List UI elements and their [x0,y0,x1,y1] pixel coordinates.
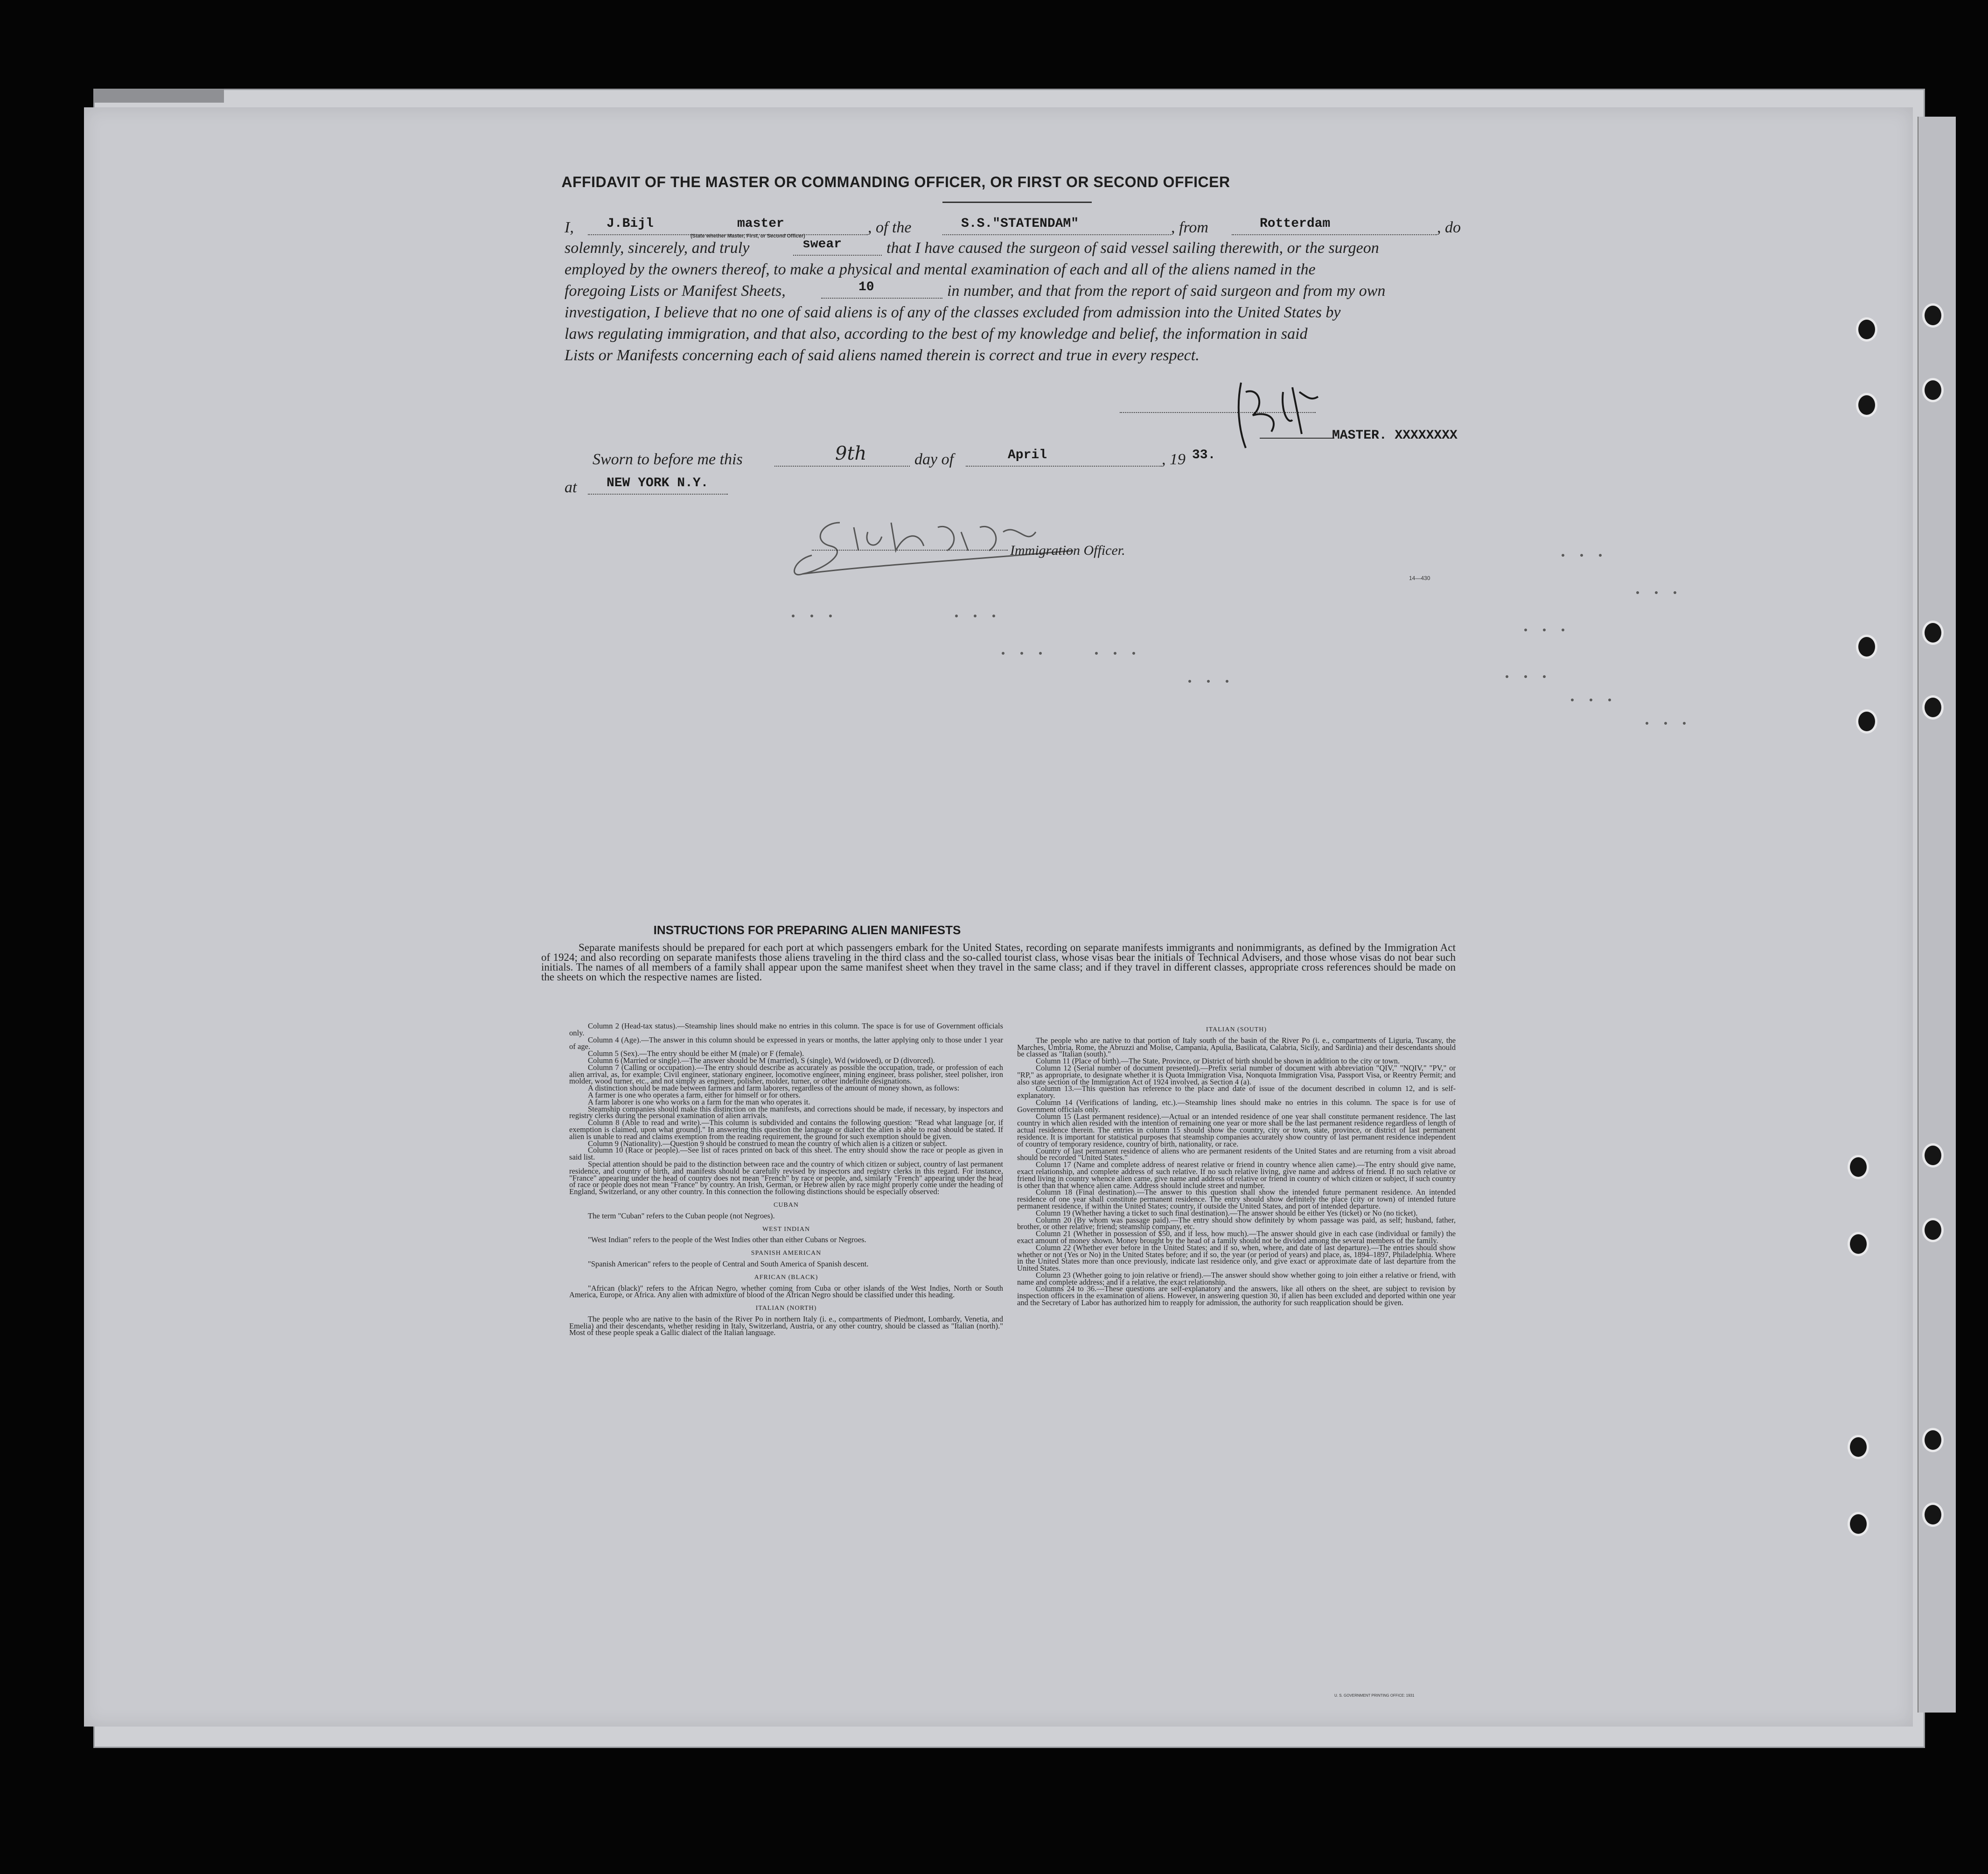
year-prefix: , 19 [1162,451,1186,468]
binding-hole-icon [1922,1143,1944,1168]
instructions-title: INSTRUCTIONS FOR PREPARING ALIEN MANIFESTS [653,923,961,937]
month-fill-line [966,452,1162,467]
affidavit-title: AFFIDAVIT OF THE MASTER OR COMMANDING OFFICER, OR FIRST OR SECOND OFFICER [561,174,1230,190]
left-para: Column 8 (Able to read and write).—This column is subdivided and contains the following question: "Read what language [or, if exemption is claimed, upon what ground]." In answering this question the language or dialect the alien is able to read should be stated. If alien is unable to read and claims exemption from the reading requirement, the ground for such exemption should be given. [569,1118,1003,1141]
top-binding-tab [93,89,224,103]
instructions-intro: Separate manifests should be prepared for each port at which passengers embark for the United States, recording on separate manifests immigrants and nonimmigrants, as defined by the Immigration Act of 1924; and also recording on separate manifests those aliens traveling in the third class and the so-called tourist class, whose visas bear the initials of Technical Advisers, and those whose visas do not bear such initials. The names of all members of a family shall appear upon the same manifest sheet when they travel in the same class; and if they travel in different classes, appropriate cross references should be made on the sheets on which the respective names are listed. [541,942,1456,983]
binding-hole-icon [1848,1435,1869,1459]
binding-hole-icon [1922,303,1944,328]
left-para: A farm laborer is one who works on a farm for the man who operates it. [588,1097,810,1106]
day-of-label: day of [914,451,954,468]
right-para: Column 20 (By whom was passage paid).—The entry should show definitely by whom passage was paid, as self; husband, father, brother, or other relative; friend; steamship company, etc. [1017,1215,1456,1231]
instructions-right-column [1017,1027,1456,1307]
right-para: Column 17 (Name and complete address of nearest relative or friend in country whence alien came).—The entry should give name, exact relationship, and complete address of such relative. If no such relative living, give name and address of friend. If no such relative or friend living in country whence alien came, give name and address of relative or friend in country of which citizen or subject, if such country is other than that whence alien came. Address should include street and number. [1017,1160,1456,1190]
right-para: The people who are native to that portion of Italy south of the basin of the River Po (i. e., compartments of Liguria, Tuscany, the Marches, Umbria, Rome, the Abruzzi and Molise, Campania, Apulia, Basilicata, Calabria, Sicily, and Sardinia) and their descendants should be classed as "Italian (south)." [1017,1035,1456,1059]
affidavit-line-4a: foregoing Lists or Manifest Sheets, [565,282,786,300]
section-text: "African (black)" refers to the African Negro, whether coming from Cuba or other islands of the West Indies, North or South America, Europe, or Africa. Any alien with admixture of blood of the African Negro should be classified under this heading. [569,1283,1003,1300]
master-signature [1213,364,1325,457]
officer-label: Immigration Officer. [1010,543,1125,558]
right-para: Column 22 (Whether ever before in the United States; and if so, when, where, and date of last departure).—The entries should show whether or not (Yes or No) in the United States before; and if so, the year (or period of years) and place, as, 1894–1897, Philadelphia. Where in the United States more than once previously, indicate last residence only, and give exact or approximate date of last departure from the United States. [1017,1243,1456,1273]
sworn-place: NEW YORK N.Y. [607,476,709,490]
left-para: Column 6 (Married or single).—The answer should be M (married), S (single), Wd (widowed), or D (divorced). [588,1056,935,1065]
section-heading: SPANISH AMERICAN [751,1250,822,1257]
right-para: Column 14 (Verifications of landing, etc.).—Steamship lines should make no entries in this column. The space is for use of Government officials only. [1017,1098,1456,1114]
right-para: Column 19 (Whether having a ticket to such final destination).—The answer should be either Yes (ticket) or No (no ticket). [1036,1208,1418,1217]
section-heading: ITALIAN (SOUTH) [1206,1026,1267,1033]
form-code: 14—430 [1409,575,1430,581]
year-suffix: 33. [1192,448,1216,462]
section-heading: ITALIAN (NORTH) [755,1305,817,1312]
affidavit-line-5: investigation, I believe that no one of said aliens is of any of the classes excluded from admission into the United States by [565,304,1341,321]
left-para: Special attention should be paid to the distinction between race and the country of which citizen or subject, country of last permanent residence, and country of birth, and manifests should be carefully revised by inspectors and registry clerks in this regard. For instance, "France" appearing under the head of country does not mean "French" by race or people, and, similarly "French" appearing under the head of race or people does not mean "France" by country. An Irish, German, or Hebrew alien by race might properly come under the heading of England, Switzerland, or any other country. In this connection the following distinctions should be especially observed: [569,1159,1003,1196]
sworn-label: Sworn to before me this [593,451,743,468]
affidavit-pronoun: I, [565,219,574,236]
port-name: Rotterdam [1260,217,1331,231]
right-para: Column 11 (Place of birth).—The State, Province, or District of birth should be shown in addition to the city or town. [1036,1056,1400,1066]
left-para: Column 2 (Head-tax status).—Steamship lines should make no entries in this column. The space is for use of Government officials only. [569,1021,1003,1037]
binding-hole-icon [1848,1155,1869,1179]
sworn-month: April [1008,448,1047,462]
left-para: A distinction should be made between farmers and farm laborers, regardless of the amount of money shown, as follows: [588,1084,960,1093]
officer-signature-line [812,550,1008,551]
affidavit-line-2b: that I have caused the surgeon of said vessel sailing therewith, or the surgeon [886,239,1379,257]
right-para: Country of last permanent residence of aliens who are permanent residents of the United States and are returning from a visit abroad should be recorded "United States." [1017,1146,1456,1162]
section-text: "West Indian" refers to the people of the West Indies other than either Cubans or Negroes. [588,1235,866,1245]
binding-hole-icon [1856,709,1877,734]
affidavit-line-4b: in number, and that from the report of said surgeon and from my own [947,282,1386,300]
left-para: Column 4 (Age).—The answer in this column should be expressed in years or months, the latter applying only to those under 1 year of age. [569,1035,1003,1051]
print-office-note: U. S. GOVERNMENT PRINTING OFFICE: 1931 [1334,1693,1415,1698]
binding-hole-icon [1922,621,1944,645]
binding-hole-icon [1922,1428,1944,1452]
affidavit-line-7: Lists or Manifests concerning each of said aliens named therein is correct and true in every respect. [565,347,1200,364]
do-label: , do [1437,219,1461,236]
right-para: Column 12 (Serial number of document presented).—Prefix serial number of document with abbreviation "QIV," "NQIV," "PV," or "RP," as appropriate, to designate whether it is Quota Immigration Visa, Nonquota Immigration Visa, Passport Visa, or Reentry Permit; and also state section of the Immigration Act of 1924 involved, as Section 4 (a). [1017,1063,1456,1086]
left-para: Column 5 (Sex).—The entry should be either M (male) or F (female). [588,1049,804,1058]
instructions-left-column [569,1023,1003,1336]
binding-hole-icon [1856,635,1877,659]
left-para: Steamship companies should make this distinction on the manifests, and corrections should be made, if necessary, by inspectors and registry clerks during the personal examination of alien arrivals. [569,1104,1003,1120]
master-name: J.Bijl [607,217,654,231]
binding-hole-icon [1922,1503,1944,1527]
right-para: Column 23 (Whether going to join relative or friend).—The answer should show whether going to join either a relative or friend, with name and complete address; and if a relative, the exact relationship. [1017,1270,1456,1287]
left-para: Column 10 (Race or people).—See list of races printed on back of this sheet. The entry should show the race or people as given in said list. [569,1146,1003,1162]
section-heading: CUBAN [773,1201,799,1209]
sheet-count-fill-line [821,284,942,299]
signature-line-short [1260,438,1334,439]
section-text: The term "Cuban" refers to the Cuban people (not Negroes). [588,1211,775,1220]
left-para: Column 9 (Nationality).—Question 9 should be construed to mean the country of which alien is a citizen or subject. [588,1139,947,1148]
binding-hole-icon [1856,393,1877,417]
affidavit-line-2a: solemnly, sincerely, and truly [565,239,750,257]
binding-hole-icon [1922,378,1944,402]
right-para: Column 21 (Whether in possession of $50, and if less, how much).—The answer should give in each case (individual or family) the exact amount of money shown. Money brought by the head of a family should not be divided among the several members of the family. [1017,1229,1456,1245]
sworn-day: 9th [835,443,867,464]
title-rule [942,202,1092,203]
section-text: The people who are native to the basin of the River Po in northern Italy (i. e., compartments of Piedmont, Lombardy, Venetia, and Emelia) and their descendants, whether residing in Italy, Switzerland, Austria, or any other country, should be classed as "Italian (north)." Most of these people speak a Gallic dialect of the Italian language. [569,1314,1003,1337]
binding-hole-icon [1848,1232,1869,1256]
binding-hole-icon [1922,695,1944,720]
section-heading: AFRICAN (BLACK) [754,1273,818,1281]
affidavit-line-3: employed by the owners thereof, to make a physical and mental examination of each and all of the aliens named in the [565,261,1316,278]
rank-hint: (State whether Master, First, or Second Officer) [691,233,805,239]
binding-strip [1918,117,1956,1713]
oath-value: swear [802,237,842,252]
sheet-count: 10 [858,280,874,294]
left-para: A farmer is one who operates a farm, either for himself or for others. [588,1090,801,1099]
vessel-name: S.S."STATENDAM" [961,217,1079,231]
binding-hole-icon [1922,1218,1944,1242]
right-para: Columns 24 to 36.—These questions are self-explanatory and the answers, like all others on the sheet, are subject to revision by inspection officers in the examination of aliens. However, in answering question 30, if alien has been excluded and deported within one year and the Secretary of Labor has authorized him to reapply for admission, the authority for such reapplication should be given. [1017,1284,1456,1308]
left-para: Column 7 (Calling or occupation).—The entry should describe as accurately as possible the occupation, trade, or profession of each alien arrival, as, for example: Civil engineer, stationary engineer, locomotive engineer, mining engineer, brass polisher, steel polisher, iron molder, wood turner, etc., and not simply as engineer, polisher, molder, turner, or other indefinite designations. [569,1063,1003,1086]
from-label: , from [1171,219,1208,236]
right-para: Column 18 (Final destination).—The answer to this question shall show the intended future permanent residence. An intended residence of one year shall constitute permanent residence. The entry should show definitely the place (city or town) of intended future permanent residence, if within the United States; country, if outside the United States, and port of intended departure. [1017,1188,1456,1210]
at-label: at [565,479,577,496]
binding-hole-icon [1856,317,1877,342]
of-the-label: , of the [868,219,912,236]
affidavit-line-6: laws regulating immigration, and that also, according to the best of my knowledge and belief, the information in said [565,325,1308,343]
right-para: Column 13.—This question has reference to the place and date of issue of the document described in column 12, and is self-explanatory. [1017,1084,1456,1100]
right-para: Column 15 (Last permanent residence).—Actual or an intended residence of one year shall constitute permanent residence. The last country in which alien resided with the intention of remaining one year or more shall be the last permanent residence regardless of length of actual residence therein. The entries in column 15 should show the country, city or town, state, province, or district of last permanent residence. It is important for statistical purposes that steamship companies accurately show country of last permanent residence independent of country of temporary residence, country of birth, nationality, or race. [1017,1112,1456,1148]
rank-value: master [737,217,784,231]
signer-title: MASTER. XXXXXXXX [1332,428,1458,443]
binding-hole-icon [1848,1512,1869,1536]
section-text: "Spanish American" refers to the people of Central and South America of Spanish descent. [588,1259,869,1268]
section-heading: WEST INDIAN [762,1225,810,1233]
